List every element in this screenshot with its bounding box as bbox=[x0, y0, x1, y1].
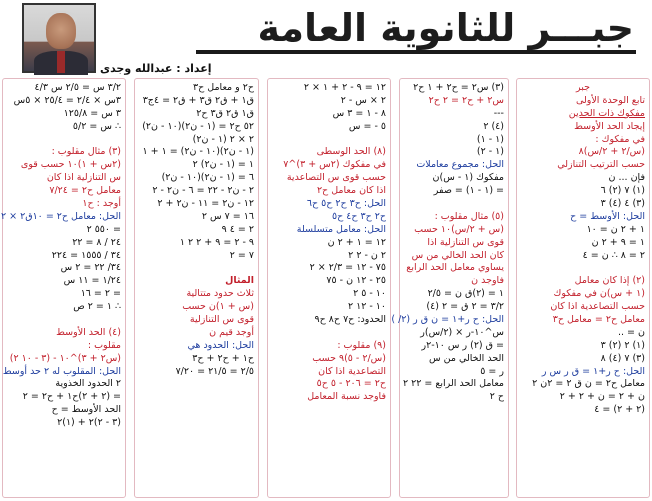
note-line: (٢) إذا كان معامل bbox=[574, 275, 645, 287]
note-line: قوى س التنازلية bbox=[189, 314, 254, 326]
note-line: ٣ س = ١٢٥/٨ bbox=[63, 107, 121, 119]
note-line: ٣٤ / ١٥٥٥ = ٢٢٤ bbox=[51, 249, 121, 261]
note-line: ٣/٢ س = ٢/٥ س ٤/٣ bbox=[34, 82, 121, 93]
note-line: (١ - ن٢)(١٠ - ن٢) = ١ + ١ bbox=[142, 146, 254, 158]
note-line: ثلاث حدود متتالية bbox=[186, 288, 254, 300]
note-line: س التنازلية اذا كان bbox=[46, 172, 121, 184]
note-line: معامل الحد الرابع = ٢٢ ٢ bbox=[402, 378, 504, 390]
note-line: (٢س + ١)١٠ حسب قوى bbox=[20, 159, 121, 171]
column-2 bbox=[134, 78, 259, 498]
note-line: (٣) س٢ = ح٢ + ١ ح٢ bbox=[413, 82, 504, 93]
note-line: ن = .. bbox=[617, 326, 645, 338]
note-line: الحل: ح٣ ح٢ ح٥ ح٦ bbox=[306, 198, 386, 210]
note-line: ٢ = ٤ ٩ bbox=[221, 223, 254, 235]
note-line: (س/٢ - ٥)٩ حسب bbox=[312, 352, 386, 364]
note-line: معامل ح٢ = معامل ح٣ bbox=[552, 314, 645, 326]
note-line: = ٢ = ١٦ bbox=[80, 288, 121, 300]
column-1 bbox=[2, 78, 126, 498]
note-line: ١٢ = ٩ - ٢ + ١ × ٢ bbox=[303, 82, 386, 93]
note-line: (١ - ٢) bbox=[476, 146, 504, 158]
note-line: أوجد قيم ن bbox=[209, 326, 254, 338]
note-line: مفكوك ذات الحدين bbox=[568, 107, 645, 119]
note-line: ٢ - ن٢ - ٢٢ = ٦ - ن٢ - ٢ bbox=[152, 185, 254, 197]
note-line: (٨) الحد الوسطى bbox=[316, 146, 386, 158]
content-columns bbox=[0, 78, 652, 501]
note-line: ن + ٢ = ن + ٢ + ٢ bbox=[559, 391, 645, 403]
note-line: تابع الوحدة الأولى bbox=[575, 94, 645, 106]
note-line: حسب التصاعدية اذا كان bbox=[550, 301, 645, 313]
note-line: ٢ الحدود الخذوية bbox=[55, 378, 121, 390]
note-line: (٢ + ٢) = ٤ bbox=[594, 404, 645, 416]
note-line bbox=[521, 262, 645, 275]
note-line: في مفكوك : bbox=[595, 133, 645, 145]
note-line: اذا كان معامل ح٢ bbox=[316, 185, 386, 197]
photo-face bbox=[46, 13, 76, 49]
note-line: ٢٤ / ٨ = ٢٢ bbox=[72, 236, 121, 248]
note-line: --- bbox=[493, 107, 504, 119]
column-5 bbox=[516, 78, 650, 498]
photo-tie bbox=[57, 51, 65, 73]
note-line: (١ - ١) bbox=[476, 133, 504, 145]
note-line: ح١ + ح٢ + ح٣ bbox=[192, 352, 254, 364]
note-line bbox=[7, 314, 121, 327]
note-line: ح٢ ح٣ ح٤ ح٥ bbox=[331, 210, 386, 222]
note-line: ٢٥ - ١٢ ن - ٧٥ bbox=[326, 275, 386, 287]
note-line bbox=[404, 198, 504, 211]
note-line: يساوي معامل الحد الرابع bbox=[406, 262, 504, 274]
note-line: ٢ = ٨ ∴ ن = ٤ bbox=[582, 249, 645, 261]
note-line: ٩ - ٢ = ٩ + ٢ ٢ ١ bbox=[179, 236, 254, 248]
note-line: ٧ = ٢ bbox=[229, 249, 254, 261]
note-line: (٤) ٢ bbox=[483, 120, 504, 132]
note-line: (٣) ٤ (٤) ٣ bbox=[600, 198, 645, 210]
note-line: الحل: الحدود هي bbox=[187, 339, 254, 351]
title-underline bbox=[196, 50, 636, 54]
note-line: ١ = (٢)ق ن = ٢/٥ bbox=[427, 288, 504, 300]
note-line: الحل: ح ر+١ = ن ق ر (٢/ ) bbox=[391, 314, 504, 326]
note-line: قوى س التنازلية اذا bbox=[427, 236, 504, 248]
note-line: فاوجد نسبة المعامل bbox=[307, 391, 386, 403]
note-line bbox=[139, 262, 254, 275]
note-line bbox=[7, 134, 121, 147]
note-line: ٥٢ ح٢ = (١ - ن٢)(١٠ - ن٢) bbox=[142, 120, 254, 132]
note-line: إيجاد الحد الأوسط bbox=[574, 120, 645, 132]
note-line: (٣) مثال مقلوب : bbox=[51, 146, 121, 158]
note-line: ح٢ و معامل ح٣ bbox=[193, 82, 254, 93]
note-line: (٩) مقلوب : bbox=[337, 339, 386, 351]
note-line: فاوجد ن bbox=[471, 275, 504, 287]
note-line: ح٢ = ٢٠٦ - ٥ ح٥ bbox=[316, 378, 386, 390]
note-line: الحل: معامل متسلسلة bbox=[296, 223, 386, 235]
note-line: ١/٢٤ = ١١ س bbox=[63, 275, 121, 287]
author-credit: إعداد : عبدالله وجدى bbox=[100, 62, 212, 75]
note-line: س٢ + ح٢ = ٢ ح٢ bbox=[428, 94, 504, 106]
note-line: ١ = ٩ + ٢ ن bbox=[591, 236, 645, 248]
note-line: التصاعدية اذا كان bbox=[318, 365, 386, 377]
document-title: جبـــر للثانوية العامة bbox=[257, 6, 634, 50]
column-4 bbox=[391, 78, 509, 498]
note-line: حسب الترتيب التنازلي bbox=[557, 159, 645, 171]
note-line: حسب قوى س التصاعدية bbox=[286, 172, 386, 184]
column-3 bbox=[267, 78, 391, 498]
note-line: ١٠ - ١٢ ٢ bbox=[347, 301, 386, 313]
note-line: الحد الخالي من س bbox=[428, 352, 504, 364]
note-line: ١٦ = ٧ س ٢ bbox=[201, 210, 254, 222]
note-line: (٥) مثال مقلوب : bbox=[434, 210, 504, 222]
note-line: معامل ح٢ = ٧/٢٤ bbox=[49, 185, 121, 197]
note-line: (١) ٧ (٢) ٦ bbox=[600, 185, 645, 197]
note-line: معامل ح٢ = ن ق ٢ = ٢ن ٢ bbox=[532, 378, 645, 390]
note-line: (٣ - ٢)٢ + (١)٢ bbox=[57, 417, 121, 429]
note-line: ق١ + ق٢ ق٣ + ق٢ = ٤ج٣ bbox=[142, 94, 254, 106]
note-line: ح ٢ bbox=[489, 391, 504, 403]
note-line: (س٢ + ٣)^١٠ - (٣ - ١٠ ٢) bbox=[9, 352, 121, 364]
note-line: أوجد : ح١ bbox=[82, 198, 121, 210]
note-line: الحل: الأوسط = ح bbox=[570, 210, 645, 222]
page-header bbox=[0, 0, 652, 74]
note-line: = (٢ + ٢)ح١ + ح٢ = ٢ bbox=[22, 391, 121, 403]
note-line: (٤) الحد الأوسط bbox=[56, 326, 121, 338]
note-line: مقلوب : bbox=[87, 339, 121, 351]
note-line: (٣) ٧ (٤) ٨ bbox=[600, 352, 645, 364]
note-line: ٦ = (١ - ن٢)(١٠ - ن٢) bbox=[161, 172, 254, 184]
note-line: الحد الأوسط = ح bbox=[51, 404, 121, 416]
note-line bbox=[272, 134, 386, 147]
note-line: ٢ × س - ٢ bbox=[340, 94, 386, 106]
note-line bbox=[272, 327, 386, 340]
note-line: ٧٥ - ١٢ = ٢/٣ × ٢ bbox=[309, 262, 386, 274]
note-line: ١ + ٢ ن = ١٠ bbox=[586, 223, 645, 235]
note-line: الحل: مجموع معاملات bbox=[416, 159, 504, 171]
note-line: ∴ س = ٥/٢ bbox=[72, 120, 121, 132]
note-line: مفكوك (١ - س)ن bbox=[432, 172, 504, 184]
note-line: ∴ ١ = ٢ ص bbox=[73, 301, 121, 313]
note-line: المثال bbox=[225, 275, 254, 287]
note-line: الحل: ح ر+١ = ق ر س ر bbox=[541, 365, 645, 377]
note-line: كان الحد الخالي من س bbox=[411, 249, 504, 261]
note-line: في مفكوك (٢س + ٣)^٧ bbox=[283, 159, 386, 171]
note-line: ٢ × ٢ (١ - ن٢) bbox=[192, 133, 254, 145]
note-line: (١) ٢ (٢) ٣ bbox=[600, 339, 645, 351]
note-line: = ق (٢) ر س ١٠-٢ر bbox=[421, 339, 504, 351]
note-line: ٣س × ٢/٤ = ٢٥/٤ × ٥س bbox=[13, 94, 121, 106]
note-line: ٥ - = س bbox=[348, 120, 386, 132]
note-line: ١٢ - ن٢ = ١١ - ن٢ + ٢ bbox=[157, 198, 254, 210]
note-line: ٨ - ١ = ٣ س bbox=[332, 107, 386, 119]
note-line: ١ = (١ - ن٢) ٢ bbox=[192, 159, 254, 171]
note-line: (١ + س)ن في مفكوك bbox=[553, 288, 645, 300]
note-line: ٢/٥ = ٢١/٥ = ٧/٢٠ bbox=[175, 365, 254, 377]
note-line: ١٢ = ١ + ٢ ن bbox=[327, 236, 386, 248]
note-line: ٢ ن - ٢ ٢ bbox=[348, 249, 386, 261]
note-line: ر = ٥ bbox=[480, 365, 504, 377]
note-line: ٣٤/ ٢٢ = ٢ س bbox=[60, 262, 121, 274]
author-photo bbox=[22, 3, 96, 73]
note-line: (س + ٢/س)١٠ حسب bbox=[414, 223, 504, 235]
note-line: ٣/٢ = ٢ ق = ٢ (٤) bbox=[426, 301, 504, 313]
note-line: جبر bbox=[576, 82, 590, 93]
note-line: الحل: المقلوب له ٢ حد أوسط bbox=[2, 365, 121, 377]
note-line: = (١ - ١) = صفر bbox=[433, 185, 504, 197]
note-line: = ٥٥٠ ٢ bbox=[86, 223, 121, 235]
note-line: ١٠ - ٥ ٢ bbox=[353, 288, 386, 300]
note-line: الحدود: ح٧ ح٨ ح٩ bbox=[314, 314, 386, 326]
note-line: ق١ ق٢ ق٣ ح٢ bbox=[196, 107, 254, 119]
note-line: الحل: معامل ح٢ = ١٠ق٢ × ٢ bbox=[0, 210, 121, 222]
note-line: فإن ... ن bbox=[608, 172, 645, 184]
note-line: س^١٠-ر × (٢/س)ر bbox=[420, 326, 504, 338]
note-line: (س + ١)ن حسب bbox=[182, 301, 254, 313]
note-line: (س/٢ + ٢/س)٨ bbox=[578, 146, 645, 158]
